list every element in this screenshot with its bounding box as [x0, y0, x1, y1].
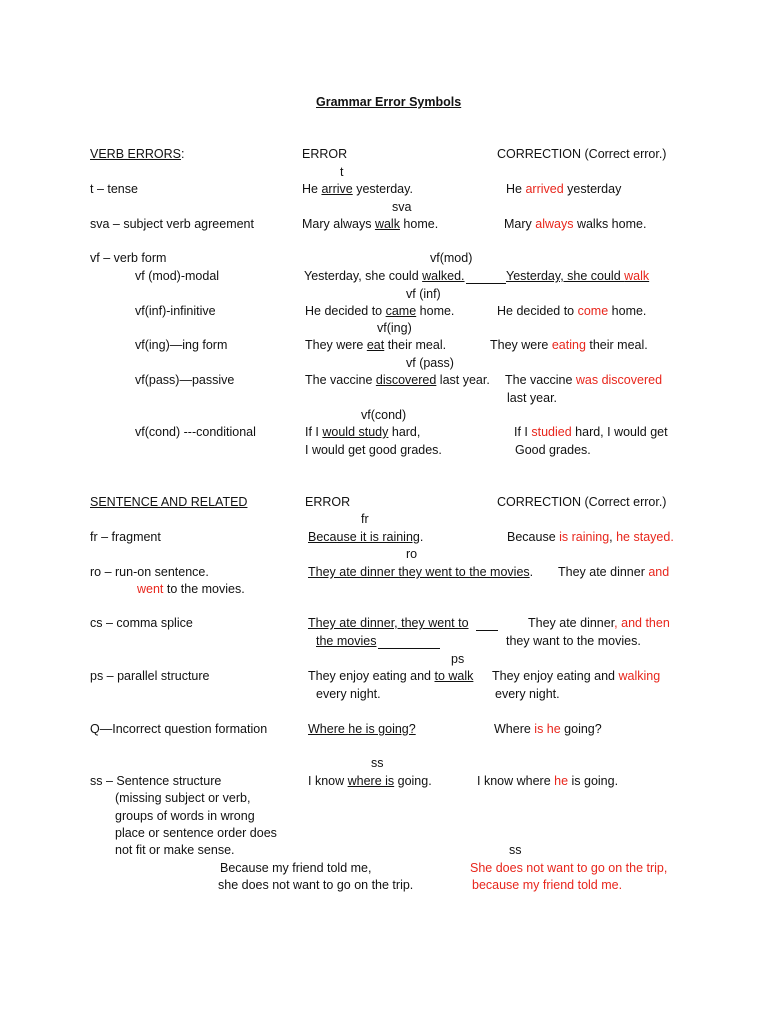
error-mark-sva: sva [392, 200, 412, 214]
example-error-vf-inf: He decided to came home. [305, 304, 455, 318]
row-label-vf-cond: vf(cond) ---conditional [135, 425, 256, 439]
example-error-vf-ing: They were eat their meal. [305, 338, 447, 352]
example-correction-ro-line2: went to the movies. [137, 582, 245, 596]
example-correction-vf-pass-line2: last year. [507, 391, 558, 405]
example-error-ss2-line1: Because my friend told me, [220, 861, 372, 875]
ss-description-line3: place or sentence order does [115, 826, 277, 840]
row-label-vf-ing: vf(ing)—ing form [135, 338, 228, 352]
error-mark-vf-mod: vf(mod) [430, 251, 473, 265]
example-correction-cs: They ate dinner, and then [528, 616, 670, 630]
error-mark-ro: ro [406, 547, 418, 561]
underline-rule [476, 630, 498, 631]
example-correction-ps-line2: every night. [495, 687, 560, 701]
column-header-error: ERROR [302, 147, 348, 161]
error-mark-ps: ps [451, 652, 465, 666]
ss-description-line1: (missing subject or verb, [115, 791, 251, 805]
error-mark-ss-2: ss [509, 843, 522, 857]
column-header-correction: CORRECTION (Correct error.) [497, 147, 667, 161]
example-correction-cs-line2: they want to the movies. [506, 634, 641, 648]
row-label-ss: ss – Sentence structure [90, 774, 222, 788]
example-correction-ro: They ate dinner and [558, 565, 670, 579]
example-error-ro: They ate dinner they went to the movies. [308, 565, 534, 579]
error-mark-vf-inf: vf (inf) [406, 287, 441, 301]
example-error-sva: Mary always walk home. [302, 217, 439, 231]
example-error-ss: I know where is going. [308, 774, 432, 788]
ss-description-line2: groups of words in wrong [115, 809, 255, 823]
underline-rule [378, 648, 440, 649]
example-correction-vf-inf: He decided to come home. [497, 304, 647, 318]
row-label-fr: fr – fragment [90, 530, 161, 544]
ss-description-line4: not fit or make sense. [115, 843, 235, 857]
error-mark-vf-pass: vf (pass) [406, 356, 454, 370]
example-correction-tense: He arrived yesterday [506, 182, 622, 196]
example-correction-sva: Mary always walks home. [504, 217, 647, 231]
row-label-vf-inf: vf(inf)-infinitive [135, 304, 216, 318]
column-header-error-2: ERROR [305, 495, 351, 509]
error-mark-vf-cond: vf(cond) [361, 408, 407, 422]
row-label-tense: t – tense [90, 182, 138, 196]
column-header-correction-2: CORRECTION (Correct error.) [497, 495, 667, 509]
example-error-vf-cond-line2: I would get good grades. [305, 443, 442, 457]
row-label-ro: ro – run-on sentence. [90, 565, 209, 579]
row-label-vf: vf – verb form [90, 251, 167, 265]
row-label-vf-pass: vf(pass)—passive [135, 373, 235, 387]
error-mark-t: t [340, 165, 344, 179]
example-error-vf-cond: If I would study hard, [305, 425, 421, 439]
example-error-ps: They enjoy eating and to walk [308, 669, 474, 683]
example-error-cs-line2: the movies [316, 634, 377, 648]
example-error-vf-pass: The vaccine discovered last year. [305, 373, 490, 387]
example-error-vf-mod: Yesterday, she could walked. [304, 269, 465, 283]
example-correction-vf-ing: They were eating their meal. [490, 338, 648, 352]
example-correction-ss2-line2: because my friend told me. [472, 878, 623, 892]
example-correction-vf-cond: If I studied hard, I would get [514, 425, 668, 439]
underline-rule [466, 283, 506, 284]
example-error-tense: He arrive yesterday. [302, 182, 413, 196]
example-correction-ps: They enjoy eating and walking [492, 669, 661, 683]
example-error-ps-line2: every night. [316, 687, 381, 701]
example-correction-fr: Because is raining, he stayed. [507, 530, 674, 544]
example-correction-ss2-line1: She does not want to go on the trip, [470, 861, 668, 875]
section-header-verb-errors: VERB ERRORS: [90, 147, 185, 161]
example-error-q: Where he is going? [308, 722, 416, 736]
row-label-vf-mod: vf (mod)-modal [135, 269, 220, 283]
example-correction-vf-cond-line2: Good grades. [515, 443, 591, 457]
row-label-q: Q—Incorrect question formation [90, 722, 268, 736]
row-label-sva: sva – subject verb agreement [90, 217, 254, 231]
page-title: Grammar Error Symbols [316, 95, 462, 109]
error-mark-vf-ing: vf(ing) [377, 321, 412, 335]
row-label-cs: cs – comma splice [90, 616, 193, 630]
example-error-ss2-line2: she does not want to go on the trip. [218, 878, 414, 892]
example-correction-ss: I know where he is going. [477, 774, 619, 788]
row-label-ps: ps – parallel structure [90, 669, 210, 683]
error-mark-fr: fr [361, 512, 369, 526]
example-correction-vf-pass: The vaccine was discovered [505, 373, 663, 387]
error-mark-ss: ss [371, 756, 384, 770]
example-correction-vf-mod: Yesterday, she could walk [506, 269, 650, 283]
example-error-cs: They ate dinner, they went to [308, 616, 469, 630]
example-correction-q: Where is he going? [494, 722, 602, 736]
section-header-sentence: SENTENCE AND RELATED [90, 495, 248, 509]
example-error-fr: Because it is raining. [308, 530, 424, 544]
